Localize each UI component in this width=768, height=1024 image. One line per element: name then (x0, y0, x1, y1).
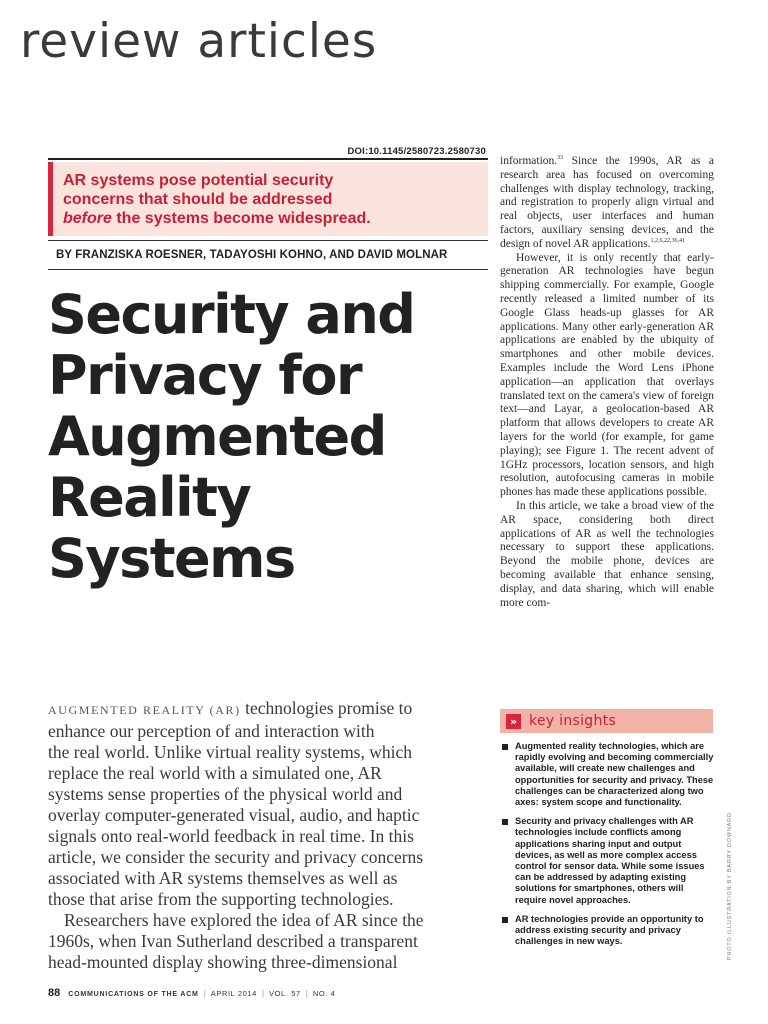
insight-text: AR technologies provide an opportunity to address existing security and privacy challenges in new ways. (515, 913, 704, 947)
lead-paragraph (48, 698, 488, 973)
list-item (502, 816, 716, 906)
lead-in: AUGMENTED REALITY (AR) (48, 703, 241, 717)
citation-ref: 33 (557, 155, 564, 162)
separator: | (261, 989, 265, 998)
issue-number: NO. 4 (312, 989, 336, 998)
top-rule (48, 158, 488, 160)
lead-line: systems sense properties of the physical world and (48, 784, 403, 804)
lead-line (48, 698, 488, 721)
citation-ref: 1,2,6,22,36,41 (650, 237, 685, 244)
body-paragraph: information.$^{33}$ Since the 1990s, AR as a research area has focused on overcoming challenges with display technology, tracking, and registration to properly align virtual and real objects, user interfaces and human factors, auxiliary sensing devices, and the design of novel AR applications.$^{1,2,6,22,36,41}$ (500, 155, 714, 250)
bullet-square-icon (502, 819, 508, 825)
tagline-line-1: AR systems pose potential security (63, 172, 334, 189)
lead-line: replace the real world with a simulated one, AR (48, 763, 382, 783)
lead-line-1-rest: technologies promise to (240, 698, 413, 718)
bullet-square-icon (502, 744, 508, 750)
headline-line: Privacy for (48, 344, 362, 407)
lead-line: overlay computer-generated visual, audio, and haptic (48, 805, 420, 825)
tagline-line-3 (63, 209, 478, 228)
byline-rule-bottom (48, 269, 488, 270)
article-headline (48, 284, 488, 589)
body-paragraph: In this article, we take a broad view of the AR space, considering both direct applications of AR as well the technologies necessary to support these applications. Beyond the mobile phone, devices are becoming available that enhance sensing, display, and data sharing, which will enable more com- (500, 499, 714, 609)
chevron-right-icon: » (506, 714, 521, 729)
list-item (502, 741, 716, 808)
section-title: review articles (20, 14, 378, 69)
lead-line: head-mounted display showing three-dimensional (48, 952, 398, 972)
lead-line: those that arise from the supporting technologies. (48, 889, 394, 909)
bullet-square-icon (502, 917, 508, 923)
tagline-line-2: concerns that should be addressed (63, 191, 333, 208)
headline-line: Augmented (48, 405, 386, 468)
photo-credit: PHOTO ILLUSTRATION BY BARRY DOWNARD (727, 812, 733, 960)
issue-date: APRIL 2014 (210, 989, 257, 998)
key-insights-label: key insights (529, 713, 617, 729)
tagline-line-3-rest: the systems become widespread. (111, 210, 371, 227)
key-insights-header (500, 709, 713, 733)
body-paragraph: However, it is only recently that early-generation AR technologies have begun shipping commercially. For example, Google recently released a limited number of its Google Glass heads-up glasses for AR applications. Many other early-generation AR applications are enabled by the ubiquity of smartphones and other mobile devices. Examples include the Word Lens iPhone application—an application that overlays translated text on the camera's view of foreign text—and Layar, a geolocation-based AR platform that allows developers to create AR layers for the world (for example, for game playing); see Figure 1. The recent advent of 1GHz processors, location sensors, and high resolution, autofocusing cameras in mobile phones has made these applications possible. (500, 251, 714, 499)
byline: BY FRANZISKA ROESNER, TADAYOSHI KOHNO, AND DAVID MOLNAR (56, 249, 448, 261)
separator: | (203, 989, 206, 998)
lead-line: article, we consider the security and privacy concerns (48, 847, 424, 867)
tagline-emphasis: before (63, 210, 112, 227)
key-insights-list (502, 741, 716, 955)
lead-line: Researchers have explored the idea of AR since the (64, 910, 424, 930)
lead-line: signals onto real-world feedback in real time. In this (48, 826, 414, 846)
separator: | (305, 989, 308, 998)
headline-line: Security and (48, 283, 415, 346)
lead-line: associated with AR systems themselves as well as (48, 868, 398, 888)
insight-text: Security and privacy challenges with AR technologies include conflicts among applications sharing input and output devices, as well as more complex access control for sensor data. While some issues can be addressed by adapting existing solutions for smartphones, others will require novel approaches. (515, 816, 705, 905)
list-item (502, 914, 716, 948)
magazine-name: COMMUNICATIONS OF THE ACM (68, 991, 199, 998)
insight-text: Augmented reality technologies, which are rapidly evolving and becoming commercially available, will create new challenges and opportunities for security and privacy. These challenges can be characterized along two axes: system scope and functionality. (515, 741, 714, 808)
doi-label: DOI:10.1145/2580723.2580730 (347, 146, 486, 157)
tagline-box (48, 162, 488, 236)
byline-rule-top (48, 240, 488, 241)
lead-line: the real world. Unlike virtual reality systems, which (48, 742, 413, 762)
headline-line: Reality (48, 466, 251, 529)
page-footer (48, 987, 488, 999)
lead-line: 1960s, when Ivan Sutherland described a transparent (48, 931, 418, 951)
headline-line: Systems (48, 527, 295, 590)
lead-line: enhance our perception of and interaction with (48, 721, 375, 741)
page-number: 88 (48, 987, 61, 999)
issue-volume: VOL. 57 (269, 989, 301, 998)
right-column (500, 155, 714, 610)
